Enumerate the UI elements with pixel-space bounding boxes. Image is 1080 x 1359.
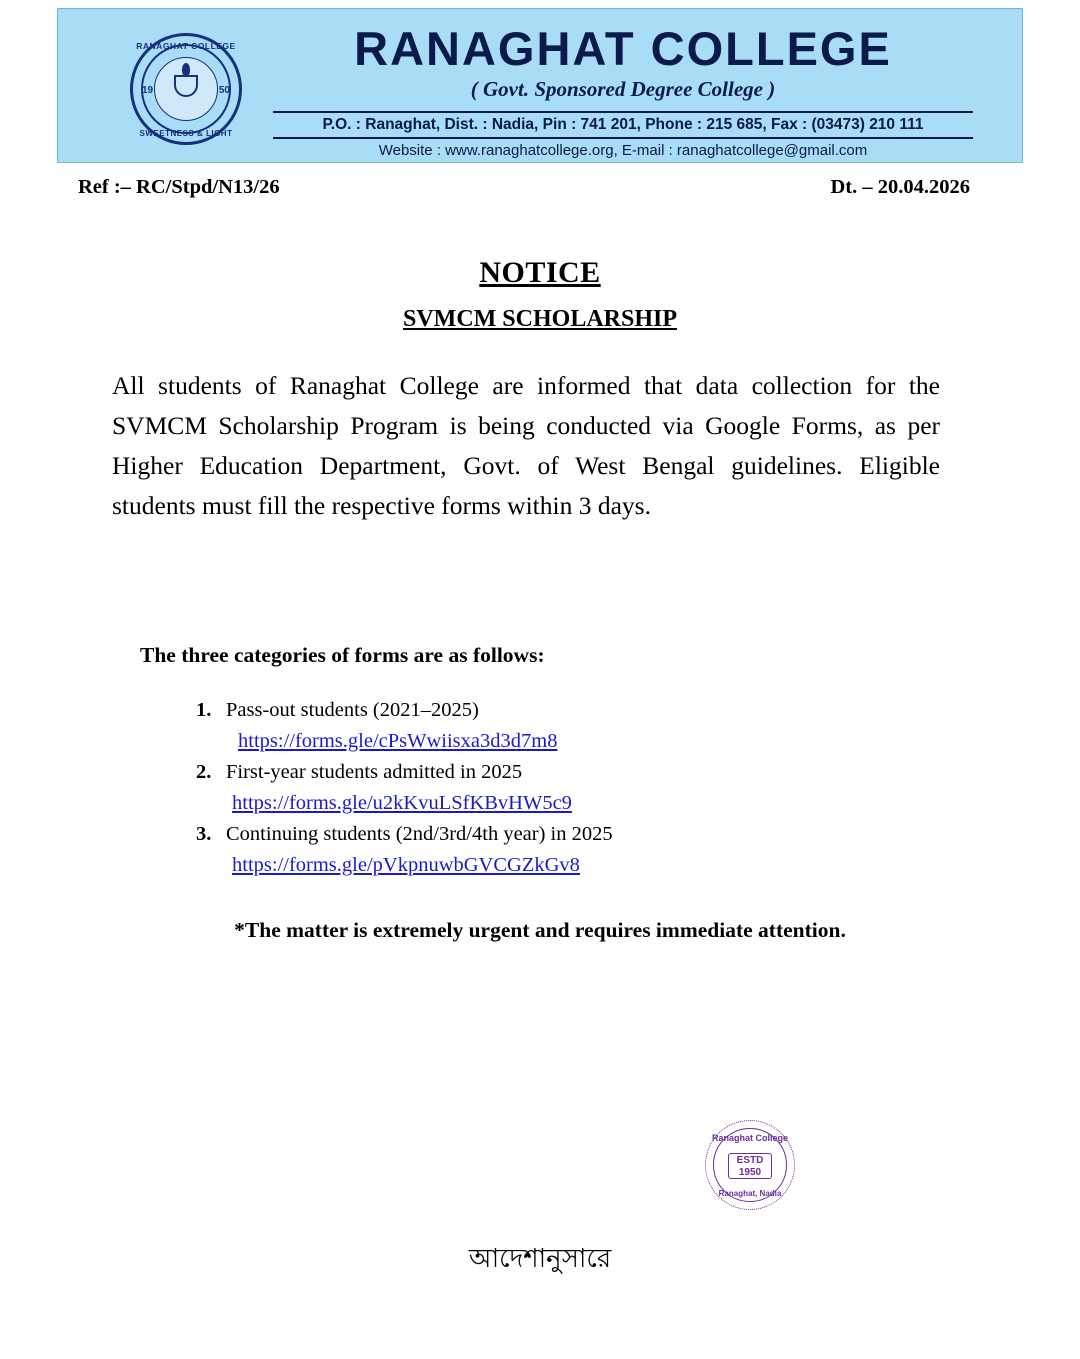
list-item-label: First-year students admitted in 2025	[226, 761, 523, 783]
form-link-first-year[interactable]: https://forms.gle/u2kKvuLSfKBvHW5c9	[232, 792, 572, 814]
list-item-number: 2.	[196, 761, 212, 783]
stamp-estd-box	[728, 1153, 772, 1179]
stamp-arc-bottom-text: Ranaghat, Nadia	[718, 1189, 782, 1198]
stamp-arc-top-text: Ranaghat College	[711, 1133, 788, 1143]
official-stamp-icon	[705, 1120, 795, 1210]
notice-body-paragraph: All students of Ranaghat College are informed that data collection for the SVMCM Scholarship Program is being conducted via Google Forms, as per Higher Education Department, Govt. of West Bengal guidelines. Eligible students must fill the respective forms within 3 days.	[112, 371, 940, 520]
notice-subtitle: SVMCM SCHOLARSHIP	[402, 306, 678, 332]
seal-arc-top-text: RANAGHAT COLLEGE	[136, 41, 236, 51]
seal-year-right: 50	[218, 85, 230, 96]
college-web-line: Website : www.ranaghatcollege.org, E-mail : ranaghatcollege@gmail.com	[378, 142, 868, 159]
categories-heading: The three categories of forms are as follows:	[140, 643, 545, 667]
stamp-estd-year: 1950	[738, 1167, 762, 1178]
list-item-label: Continuing students (2nd/3rd/4th year) in 2025	[226, 823, 613, 845]
form-link-passout[interactable]: https://forms.gle/cPsWwiisxa3d3d7m8	[238, 730, 558, 752]
list-item	[196, 819, 956, 881]
college-name: RANAGHAT COLLEGE	[354, 22, 892, 75]
seal-year-left: 19	[142, 85, 154, 96]
form-link-continuing[interactable]: https://forms.gle/pVkpnuwbGVCGZkGv8	[232, 854, 580, 876]
college-subtitle: ( Govt. Sponsored Degree College )	[470, 77, 776, 101]
seal-arc-bottom-text: SWEETNESS & LIGHT	[139, 129, 233, 138]
notice-date: Dt. – 20.04.2026	[830, 176, 970, 198]
stamp-estd-label: ESTD	[736, 1155, 764, 1166]
list-item-number: 3.	[196, 823, 212, 845]
list-item-label: Pass-out students (2021–2025)	[226, 699, 479, 721]
list-item	[196, 695, 956, 757]
list-item-number: 1.	[196, 699, 212, 721]
college-address-line: P.O. : Ranaghat, Dist. : Nadia, Pin : 741 201, Phone : 215 685, Fax : (03473) 210 111	[273, 111, 973, 139]
college-letterhead	[57, 8, 1023, 163]
categories-list	[196, 695, 956, 881]
college-seal-logo	[130, 33, 242, 145]
list-item	[196, 757, 956, 819]
signature-line: আদেশানুসারে	[468, 1244, 612, 1273]
urgent-note: *The matter is extremely urgent and requires immediate attention.	[234, 918, 846, 942]
reference-number: Ref :– RC/Stpd/N13/26	[78, 176, 280, 198]
page-title: NOTICE	[479, 256, 601, 289]
